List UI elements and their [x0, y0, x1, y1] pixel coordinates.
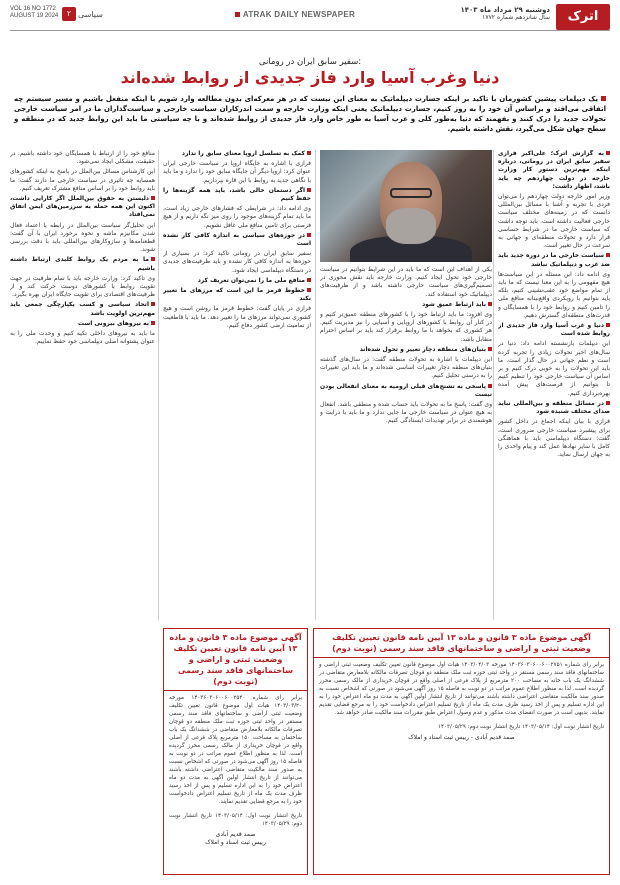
- english-date: AUGUST 19 2024: [10, 13, 59, 19]
- article-column-4-continued: [10, 628, 155, 875]
- legal-notice-right: [313, 628, 610, 875]
- subheading: سیاست خارجی ما در دوره جدید باید ضد غرب و دیپلماتیک نباشد: [498, 252, 610, 268]
- subheading: به گزارش اترک؛ علی‌اکبر فرازی سفیر سابق ایران در رومانی، درباره اینکه مهم‌ترین دستور کار وزارت خارجه در دولت چهاردهم چه باید باشد، اظهار داشت:: [498, 150, 610, 190]
- paragraph: وی گفت: پاسخ ما به تحولات باید حساب شده و منطقی باشد. انفعال به هیچ عنوان در سیاست خارجی ما جایی ندارد و ما باید با درایت و هوشمندی در برابر تهدیدات ایستادگی کنیم.: [320, 401, 492, 425]
- paragraph: این تحلیل‌گر سیاست بین‌الملل در رابطه با اعتماد فعال شدن مکانیزم ماشه و نحوه برخورد ایران با آن گفت: قطعنامه‌ها و سازوکارهای بین‌المللی باید با دقت بررسی شوند.: [10, 221, 155, 254]
- notice-signer-title: رییس ثبت اسناد و املاک: [205, 839, 266, 846]
- paragraph: وی ادامه داد: این مسئله در این سیاست‌ها هیچ مفهومی را به این معنا نیست که ما باید از تمام مواضع خود عقب‌نشینی کنیم، بلکه باید بتوانیم با رویکردی واقع‌بینانه منافع ملی را تامین کنیم و روابط خود را با همسایگان و قدرت‌های منطقه‌ای گسترش دهیم.: [498, 270, 610, 319]
- column-divider: [158, 150, 159, 620]
- paragraph: این کارشناس مسائل بین‌الملل در پاسخ به اینکه کشورهای همسایه چه تاثیری در سیاست خارجی ما دارند گفت: ما باید روابط خود را بر اساس منافع مشترک تعریف کنیم.: [10, 168, 155, 192]
- daily-name: ATRAK DAILY NEWSPAPER: [180, 10, 410, 19]
- paragraph: وی تاکید کرد: وزارت خارجه باید با تمام ظرفیت در جهت تقویت روابط با کشورهای دوست حرکت کند و از ظرفیت‌های اقتصادی برای تقویت جایگاه ایران بهره بگیرد.: [10, 274, 155, 299]
- paragraph: این دیپلمات بازنشسته ادامه داد: دنیا در سال‌های اخیر تحولات زیادی را تجربه کرده است و نظم جهانی در حال گذار است. ما باید این تحولات را به خوبی درک کنیم و بر اساس آن سیاست خارجی خود را تنظیم کنیم تا بتوانیم از فرصت‌های پیش آمده بهره‌برداری کنیم.: [498, 340, 610, 397]
- masthead-divider: [10, 30, 610, 31]
- notice-signature: صمد قدیم آبادی - رییس ثبت اسناد و املاک: [408, 734, 515, 741]
- notice-body: برابر رای شماره ۱۴۰۳۶۰۳۰۶۰۰۶۰۰۲۵۴۰ مورخه ۱۴۰۳/۰۳/۲۰ هیات اول موضوع قانون تعیین تکلیف وضعیت ثبتی اراضی و ساختمانهای فاقد سند رسمی مستقر در واحد ثبتی حوزه ثبت ملک منطقه دو قوچان تصرفات مالکانه بلامعارض متقاضی در ششدانگ یک باب ساختمان به مساحت ۱۵۰ مترمربع پلاک فرعی از اصلی واقع در قوچان خریداری از مالک رسمی محرز گردیده است. لذا به منظور اطلاع عموم مراتب در دو نوبت به فاصله ۱۵ روز آگهی می‌شود در صورتی که اشخاص نسبت به صدور سند مالکیت متقاضی اعتراضی داشته باشند می‌توانند از تاریخ انتشار اولین آگهی به مدت دو ماه اعتراض خود را به این اداره تسلیم و پس از اخذ رسید ظرف مدت یک ماه از تاریخ تسلیم اعتراض دادخواست خود را به مرجع قضایی تقدیم نمایند.: [169, 695, 302, 805]
- photo-glasses: [390, 188, 432, 198]
- volume-number: VOL 16 NO 1772: [10, 6, 56, 12]
- subheading: پاسخی به تشنج‌های قبلی ارومیه به معنای انفعالی بودن نیست: [320, 382, 492, 398]
- photo-beard: [386, 208, 436, 244]
- volume-info: [10, 6, 60, 20]
- subheading: در مسائل منطقه و بین‌المللی نباید صدای مختلف شنیده شود: [498, 399, 610, 416]
- subheading: خطوط قرمز ما این است که مرزهای ما تغییر نکند: [163, 287, 311, 303]
- notice-dates: تاریخ انتشار نوبت اول: ۱۴۰۳/۰۵/۱۴ تاریخ انتشار نوبت دوم: ۱۴۰۳/۰۵/۲۹: [169, 813, 302, 827]
- article-column-1: [498, 150, 610, 620]
- legal-notice-left: [163, 628, 308, 875]
- subheading: به نیروهای بیرونی است: [10, 320, 155, 328]
- column-divider: [315, 150, 316, 620]
- notice-title: آگهی موضوع ماده ۳ قانون و ماده ۱۳ آیین نامه قانون تعیین تکلیف وضعیت ثبتی و اراضی و ساختمانهای فاقد سند رسمی (نوبت دوم): [164, 629, 307, 691]
- paragraph: یکی از اهداف این است که ما باید در این شرایط بتوانیم در سیاست خارجی خود تحول ایجاد کنیم. وزارت خارجه باید نقش محوری در تصمیم‌گیری‌های سیاست خارجی داشته باشد و از ظرفیت‌های دیپلماتیک خود استفاده کند.: [320, 266, 492, 298]
- column-divider: [493, 150, 494, 620]
- subheading: در حوزه‌های سیاسی به اندازه کافی کار نشده است: [163, 231, 311, 248]
- paragraph: فرازی با بیان اینکه اجماع در داخل کشور برای پیشبرد سیاست خارجی ضروری است، گفت: دستگاه دیپلماسی باید با هماهنگی کامل با سایر نهادها عمل کند و پیام واحدی را به جهان ارسال نماید.: [498, 418, 610, 459]
- subheading: بنیان‌های منطقه دچار تغییر و تحول شده‌اند: [320, 346, 492, 354]
- paragraph: منافع خود را از ارتباط با همسایگان خود داشته باشیم. در حقیقت، مشکلی ایجاد نمی‌شود.: [10, 150, 155, 166]
- ambassador-photo: [320, 150, 492, 262]
- notice-title: آگهی موضوع ماده ۳ قانون و ماده ۱۳ آیین نامه قانون تعیین تکلیف وضعیت ثبتی و اراضی و ساختمانهای فاقد سند رسمی (نوبت دوم): [314, 629, 609, 658]
- subheading: اگر دستمان خالی باشد، باید همه گزینه‌ها را حفظ کنیم: [163, 186, 311, 203]
- page-number: ۲: [62, 7, 76, 21]
- issue-number: سال شانزدهم شماره ۱۷۷۲: [482, 14, 550, 21]
- article-column-4: [10, 150, 155, 620]
- article-lead: [14, 94, 606, 134]
- newspaper-logo: اترک: [556, 4, 610, 30]
- lead-text: یک دیپلمات پیشین کشورمان با تاکید بر اینکه جسارت دیپلماتیک به معنای این نیست که در هر معرکه‌ای بدون مطالعه وارد شویم با اینکه منفعل باشیم و مسیر سیستم چه اتفاقی می‌افتد و براساس آن خود را به روز کنیم، جسارت دیپلماتیک یعنی اینکه وزارت خارجه و سمت اندرکاران سیاست خارجی و سیاست‌گذاران ما در امر سیاست خارجی تحولات جدید را درک کنند و بفهمند که دنیا به‌طور کلی و غرب آسیا به طور خاص وارد فاز جدیدی از روابط شده‌اند و با چه سیاستی ما باید این روابط جدید که در منطقه و سطح جهان شکل می‌گیرد، نقش داشته باشیم.: [14, 95, 606, 133]
- article-headline: دنیا وغرب آسیا وارد فاز جدیدی از روابط شده‌اند: [120, 68, 500, 87]
- section-name: سیاسی: [78, 10, 103, 19]
- paragraph: وزیر امور خارجه دولت چهاردهم را می‌توان فردی با تجربه و آشنا با مسائل بین‌المللی دانست که در زمینه‌های مختلف سیاست خارجی فعالیت داشته است. باید توجه داشت که سیاست خارجی ما در شرایط حساسی قرار دارد و تحولات منطقه‌ای و جهانی به سرعت در حال تغییر است.: [498, 193, 610, 250]
- paragraph: ما باید به نیروهای داخلی تکیه کنیم و وحدت ملی را به عنوان پشتوانه اصلی دیپلماسی خود حفظ نماییم.: [10, 330, 155, 346]
- paragraph: سفیر سابق ایران در رومانی تاکید کرد: در بسیاری از حوزه‌ها به اندازه کافی کار نشده و باید ظرفیت‌های جدیدی در دستگاه دیپلماسی ایجاد شود.: [163, 250, 311, 274]
- subheading: دلیستن به حقوق بین‌الملل اگر کارایی داشت، اکنون این همه حمله به سرزمین‌های ایمن اتفاق نمی‌افتاد: [10, 195, 155, 219]
- notice-dates: تاریخ انتشار نوبت اول: ۱۴۰۳/۰۵/۱۴ تاریخ انتشار نوبت دوم: ۱۴۰۳/۰۵/۲۹: [437, 724, 604, 730]
- subheading: کمک به تسلسل اروپا معنای سابق را ندارد: [163, 150, 311, 158]
- paragraph: وی افزود: ما باید ارتباط خود را با کشورهای منطقه عمیق‌تر کنیم و در کنار آن روابط با کشورهای اروپایی و آسیایی را نیز مدیریت کنیم. هر کشوری که بخواهد با ما روابط برقرار کند باید بر اساس احترام متقابل باشد.: [320, 311, 492, 343]
- subheading: دنیا و غرب آسیا وارد فاز جدیدی از روابط شده است: [498, 322, 610, 338]
- paragraph: این دیپلمات با اشاره به تحولات منطقه گفت: در سال‌های گذشته بنیان‌های منطقه دچار تغییرات اساسی شده‌اند و ما باید این تغییرات را به درستی تحلیل کنیم.: [320, 356, 492, 380]
- paragraph: فرازی در پایان گفت: خطوط قرمز ما روشن است و هیچ کشوری نمی‌تواند مرزهای ما را تغییر دهد. ما باید با قاطعیت از تمامیت ارضی کشور دفاع کنیم.: [163, 305, 311, 329]
- paragraph: وی ادامه داد: در شرایطی که فشارهای خارجی زیاد است، ما باید تمام گزینه‌های موجود را روی میز نگه داریم و از هیچ فرصتی برای تامین منافع ملی غافل نشویم.: [163, 205, 311, 229]
- bullet-square-icon: [601, 96, 606, 101]
- article-column-2: [320, 266, 492, 620]
- subheading: ما به مردم یک روابط کلیدی ارتباط داشته باشیم: [10, 256, 155, 272]
- notice-signer-name: صمد قدیم آبادی: [215, 831, 256, 838]
- issue-info: [440, 6, 550, 22]
- article-column-3: [163, 150, 311, 620]
- subheading: باید ارتباط عمیق شود: [320, 301, 492, 309]
- subheading: اتحاد سیاسی و کسب یکپارچگی جمعی باید مهم‌ترین اولویت باشد: [10, 301, 155, 317]
- paragraph: فرازی با اشاره به جایگاه اروپا در سیاست خارجی ایران عنوان کرد: اروپا دیگر آن جایگاه سابق خود را ندارد و ما باید با نگاهی جدید به روابط با این قاره بپردازیم.: [163, 160, 311, 184]
- masthead: [10, 4, 610, 30]
- notice-body: برابر رای شماره ۱۴۰۳۶۰۳۰۶۰۰۶۰۰۲۷۵۱ مورخه ۱۴۰۳/۰۴/۰۳ هیات اول موضوع قانون تعیین تکلیف وضعیت ثبتی اراضی و ساختمانهای فاقد سند رسمی مستقر در واحد ثبتی حوزه ثبت ملک منطقه دو قوچان تصرفات مالکانه بلامعارض متقاضی در ششدانگ یک باب خانه به مساحت ۲۰۰ مترمربع از پلاک فرعی از اصلی واقع در قوچان خریداری از مالک رسمی محرز گردیده است. لذا به منظور اطلاع عموم مراتب در دو نوبت به فاصله ۱۵ روز آگهی می‌شود در صورتی که اشخاص نسبت به صدور سند مالکیت متقاضی اعتراضی داشته باشند می‌توانند از تاریخ انتشار اولین آگهی به مدت دو ماه اعتراض خود را به این اداره تسلیم و پس از اخذ رسید ظرف مدت یک ماه از تاریخ تسلیم اعتراض دادخواست خود را به مرجع قضایی تقدیم نمایند. بدیهی است در صورت انقضای مدت مذکور و عدم وصول اعتراض طبق مقررات سند مالکیت صادر خواهد شد.: [319, 662, 604, 716]
- article-kicker: سفیر سابق ایران در رومانی:: [258, 57, 362, 67]
- subheading: منافع ملی ما را نمی‌توان تعریف کرد: [163, 277, 311, 285]
- issue-date: دوشنبه ۲۹ مرداد ماه ۱۴۰۳: [460, 6, 550, 14]
